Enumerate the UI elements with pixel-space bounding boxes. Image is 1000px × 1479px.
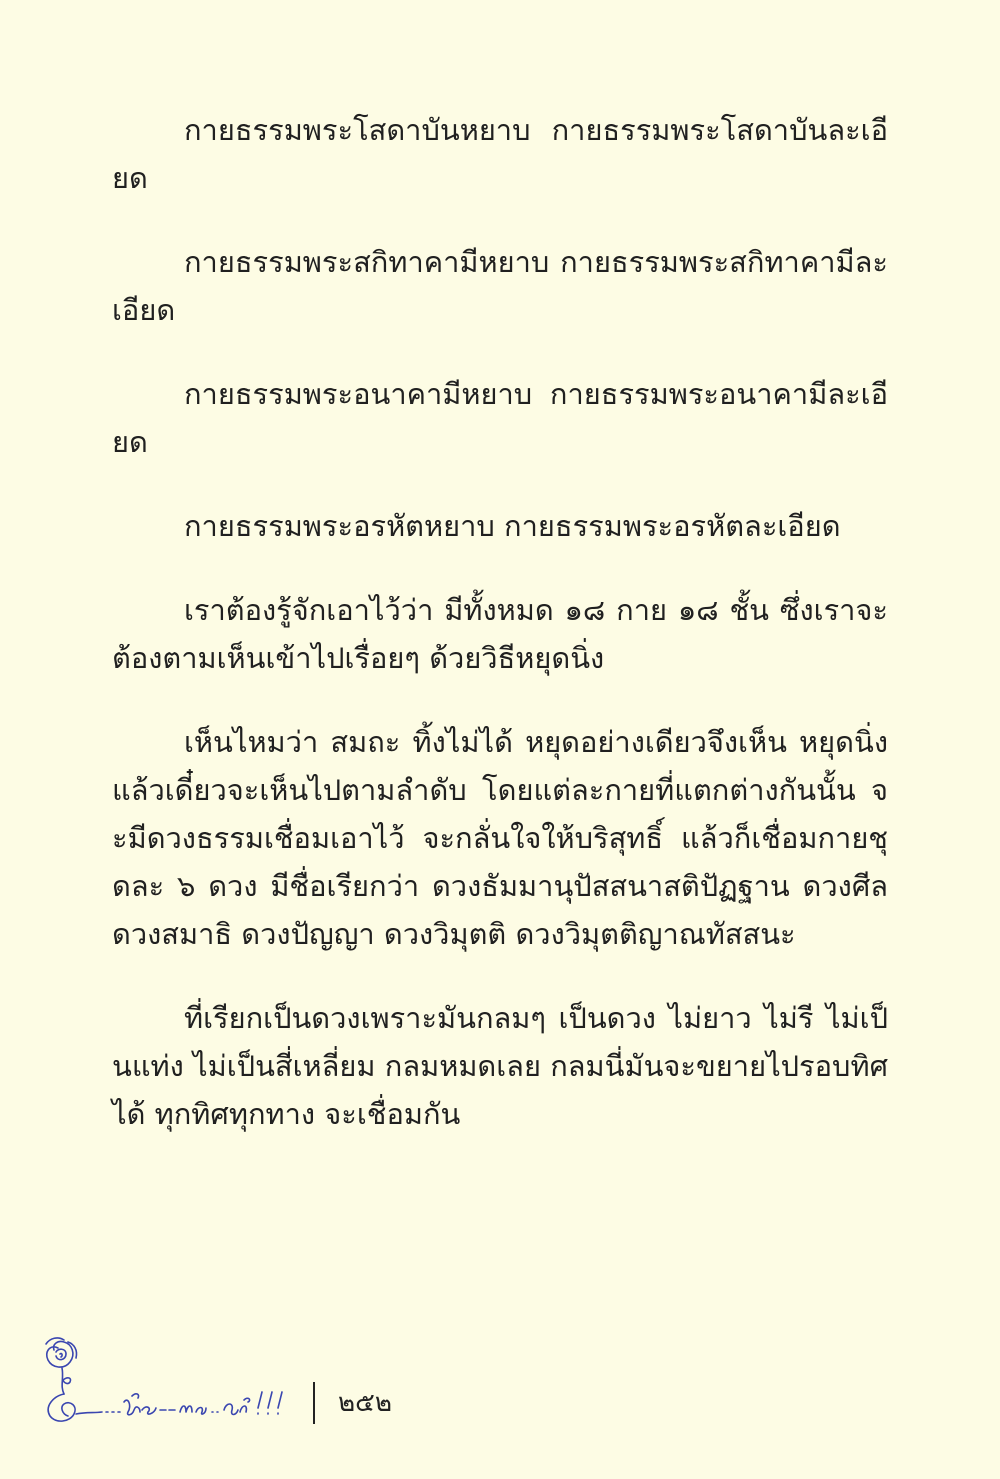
paragraph bbox=[112, 994, 888, 1138]
footer-divider bbox=[313, 1382, 315, 1424]
rose-signature-icon bbox=[36, 1330, 296, 1435]
paragraph bbox=[112, 718, 888, 958]
paragraph-text: เราต้องรู้จักเอาไว้ว่า มีทั้งหมด ๑๘ กาย ๑๘ ชั้น ซึ่งเราจะต้องตามเห็นเข้าไปเรื่อยๆ ด้วยวิธีหยุดนิ่ง bbox=[112, 593, 888, 675]
paragraph-text: กายธรรมพระอรหัตหยาบ กายธรรมพระอรหัตละเอียด bbox=[184, 509, 841, 543]
paragraph bbox=[112, 370, 888, 466]
paragraph bbox=[112, 502, 888, 550]
paragraph bbox=[112, 238, 888, 334]
body-text bbox=[112, 106, 888, 1174]
paragraph-text: กายธรรมพระสกิทาคามีหยาบ กายธรรมพระสกิทาคามีละเอียด bbox=[112, 245, 888, 327]
page-number: ๒๕๒ bbox=[338, 1388, 392, 1418]
paragraph bbox=[112, 586, 888, 682]
paragraph bbox=[112, 106, 888, 202]
paragraph-text: กายธรรมพระอนาคามีหยาบ กายธรรมพระอนาคามีละเอียด bbox=[112, 377, 888, 459]
paragraph-text: กายธรรมพระโสดาบันหยาบ กายธรรมพระโสดาบันละเอียด bbox=[112, 113, 888, 195]
paragraph-text: ที่เรียกเป็นดวงเพราะมันกลมๆ เป็นดวง ไม่ยาว ไม่รี ไม่เป็นแท่ง ไม่เป็นสี่เหลี่ยม กลมหมดเลย กลมนี่มันจะขยายไปรอบทิศได้ ทุกทิศทุกทาง จะเชื่อมกัน bbox=[112, 1001, 888, 1131]
page-footer bbox=[0, 1320, 1000, 1440]
paragraph-text: เห็นไหมว่า สมถะ ทิ้งไม่ได้ หยุดอย่างเดียวจึงเห็น หยุดนิ่งแล้วเดี๋ยวจะเห็นไปตามลำดับ โดยแต่ละกายที่แตกต่างกันนั้น จะมีดวงธรรมเชื่อมเอาไว้ จะกลั่นใจให้บริสุทธิ์ แล้วก็เชื่อมกายชุดละ ๖ ดวง มีชื่อเรียกว่า ดวงธัมมานุปัสสนาสติปัฏฐาน ดวงศีล ดวงสมาธิ ดวงปัญญา ดวงวิมุตติ ดวงวิมุตติญาณทัสสนะ bbox=[112, 725, 888, 951]
